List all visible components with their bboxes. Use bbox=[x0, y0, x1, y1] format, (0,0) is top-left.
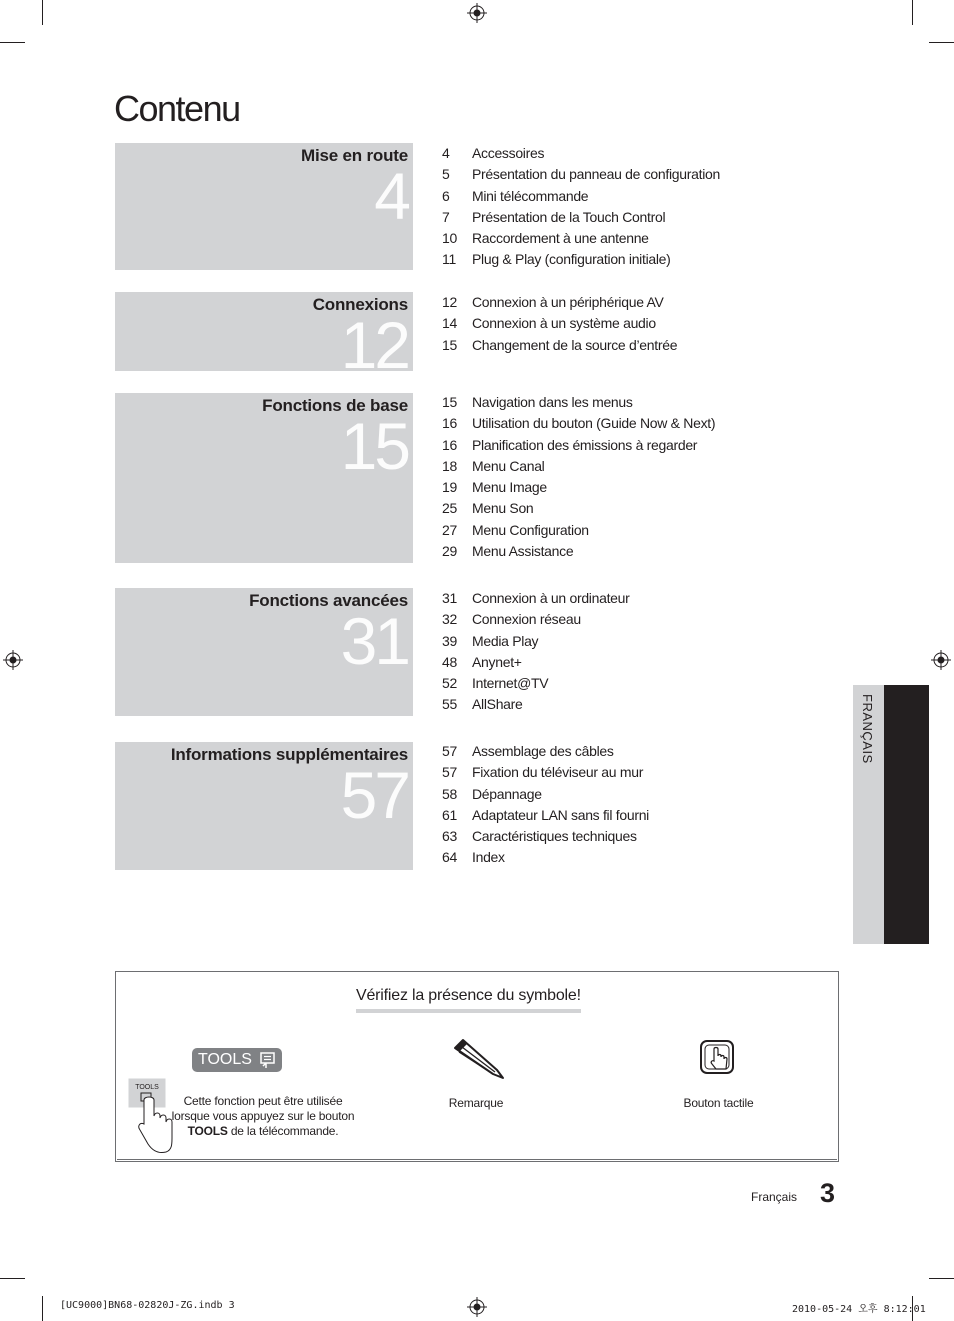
toc-entry[interactable] bbox=[442, 164, 822, 185]
crop-mark bbox=[42, 0, 43, 25]
section-number: 4 bbox=[374, 159, 408, 233]
tools-caption-line bbox=[168, 1124, 358, 1139]
toc-entry[interactable] bbox=[442, 392, 822, 413]
toc-page-number: 29 bbox=[442, 543, 457, 560]
toc-page-number: 63 bbox=[442, 828, 457, 845]
toc-entry[interactable] bbox=[442, 456, 822, 477]
toc-page-number: 64 bbox=[442, 849, 457, 866]
side-tab-black bbox=[884, 685, 929, 944]
toc-page-number: 4 bbox=[442, 145, 450, 161]
toc-entry-label: Présentation du panneau de configuration bbox=[472, 166, 720, 183]
toc-page-number: 39 bbox=[442, 632, 457, 649]
tools-badge bbox=[192, 1048, 282, 1072]
toc-page-number: 58 bbox=[442, 785, 457, 802]
tools-icon bbox=[259, 1051, 277, 1069]
registration-mark-icon bbox=[3, 650, 23, 670]
toc-page-number: 31 bbox=[442, 590, 457, 606]
toc-list-mise-en-route bbox=[442, 143, 822, 271]
toc-entry-label: Mini télécommande bbox=[472, 187, 589, 204]
toc-page-number: 16 bbox=[442, 436, 457, 453]
crop-mark bbox=[0, 1278, 25, 1279]
box-inner-line bbox=[117, 1159, 837, 1160]
toc-page-number: 52 bbox=[442, 675, 457, 692]
toc-entry[interactable] bbox=[442, 762, 822, 783]
toc-page-number: 7 bbox=[442, 208, 450, 225]
section-box-connexions[interactable] bbox=[115, 292, 413, 371]
toc-page-number: 61 bbox=[442, 806, 457, 823]
toc-page-number: 11 bbox=[442, 251, 456, 268]
section-box-fonctions-de-base[interactable] bbox=[115, 393, 413, 563]
toc-entry-label: Adaptateur LAN sans fil fourni bbox=[472, 806, 649, 823]
toc-entry-label: Anynet+ bbox=[472, 653, 522, 670]
toc-entry-label: Caractéristiques techniques bbox=[472, 828, 637, 845]
toc-entry-label: Assemblage des câbles bbox=[472, 743, 614, 759]
toc-entry-label: Planification des émissions à regarder bbox=[472, 436, 698, 453]
toc-page-number: 57 bbox=[442, 743, 457, 759]
toc-page-number: 57 bbox=[442, 764, 457, 781]
tools-caption-bold: TOOLS bbox=[187, 1124, 228, 1138]
toc-entry-label: Présentation de la Touch Control bbox=[472, 208, 666, 225]
toc-entry[interactable] bbox=[442, 673, 822, 694]
print-slug-left: [UC9000]BN68-02820J-ZG.indb 3 bbox=[60, 1300, 235, 1311]
toc-page-number: 25 bbox=[442, 500, 457, 517]
section-box-informations-supplementaires[interactable] bbox=[115, 742, 413, 870]
toc-entry-label: Connexion à un système audio bbox=[472, 315, 656, 332]
toc-entry[interactable] bbox=[442, 541, 822, 562]
side-tab-label: FRANÇAIS bbox=[860, 694, 875, 764]
toc-entry[interactable] bbox=[442, 741, 822, 762]
toc-entry[interactable] bbox=[442, 413, 822, 434]
toc-page-number: 10 bbox=[442, 230, 457, 247]
registration-mark-icon bbox=[467, 1297, 487, 1317]
section-title: Informations supplémentaires bbox=[170, 745, 408, 764]
section-box-mise-en-route[interactable] bbox=[115, 143, 413, 270]
toc-entry-label: Connexion à un ordinateur bbox=[472, 590, 630, 606]
toc-entry-label: Connexion réseau bbox=[472, 611, 581, 628]
toc-entry[interactable] bbox=[442, 249, 822, 270]
toc-entry[interactable] bbox=[442, 498, 822, 519]
tools-badge-label: TOOLS bbox=[198, 1051, 252, 1068]
toc-entry-label: Dépannage bbox=[472, 785, 542, 802]
touch-button-icon bbox=[699, 1039, 735, 1075]
section-box-fonctions-avancees[interactable] bbox=[115, 588, 413, 716]
toc-list-informations-supplementaires bbox=[442, 741, 822, 869]
section-number: 12 bbox=[340, 308, 408, 371]
toc-entry-label: Navigation dans les menus bbox=[472, 394, 633, 410]
toc-entry[interactable] bbox=[442, 292, 822, 313]
footer-language: Français bbox=[751, 1190, 798, 1204]
section-title: Fonctions avancées bbox=[249, 591, 408, 610]
toc-entry[interactable] bbox=[442, 805, 822, 826]
crop-mark bbox=[929, 42, 954, 43]
toc-page-number: 12 bbox=[442, 294, 457, 310]
page-title: Contenu bbox=[114, 88, 240, 129]
crop-mark bbox=[0, 42, 25, 43]
toc-page-number: 55 bbox=[442, 696, 457, 713]
toc-entry[interactable] bbox=[442, 520, 822, 541]
toc-entry-label: Menu Image bbox=[472, 479, 547, 496]
toc-entry[interactable] bbox=[442, 784, 822, 805]
section-number: 15 bbox=[340, 409, 408, 483]
crop-mark bbox=[912, 0, 913, 25]
toc-page-number: 15 bbox=[442, 394, 457, 410]
tools-caption bbox=[168, 1094, 358, 1139]
toc-page-number: 6 bbox=[442, 187, 450, 204]
pencil-icon bbox=[449, 1036, 507, 1080]
toc-entry-label: Accessoires bbox=[472, 145, 545, 161]
crop-mark bbox=[42, 1296, 43, 1321]
toc-entry-label: Internet@TV bbox=[472, 675, 549, 692]
toc-page-number: 27 bbox=[442, 521, 457, 538]
toc-entry[interactable] bbox=[442, 588, 822, 609]
tools-caption-line: lorsque vous appuyez sur le bouton bbox=[171, 1109, 355, 1123]
toc-entry[interactable] bbox=[442, 313, 822, 334]
remark-caption: Remarque bbox=[448, 1096, 504, 1110]
toc-entry[interactable] bbox=[442, 335, 822, 356]
toc-entry[interactable] bbox=[442, 207, 822, 228]
toc-page-number: 15 bbox=[442, 336, 457, 353]
touch-caption: Bouton tactile bbox=[683, 1096, 754, 1110]
toc-entry-label: Index bbox=[472, 849, 505, 866]
symbol-legend-title: Vérifiez la présence du symbole! bbox=[356, 987, 581, 1013]
tools-caption-line: Cette fonction peut être utilisée bbox=[183, 1094, 343, 1108]
registration-mark-icon bbox=[931, 650, 951, 670]
toc-page-number: 18 bbox=[442, 457, 457, 474]
toc-entry-label: Changement de la source d’entrée bbox=[472, 336, 678, 353]
section-title: Connexions bbox=[312, 295, 408, 314]
toc-entry-label: Menu Assistance bbox=[472, 543, 574, 560]
toc-entry-label: Media Play bbox=[472, 632, 539, 649]
hand-tools-label: TOOLS bbox=[135, 1084, 159, 1091]
print-slug-right: 2010-05-24 오후 8:12:01 bbox=[792, 1304, 926, 1315]
toc-entry[interactable] bbox=[442, 652, 822, 673]
toc-page-number: 14 bbox=[442, 315, 457, 332]
toc-list-fonctions-avancees bbox=[442, 588, 822, 716]
section-title: Fonctions de base bbox=[262, 396, 408, 415]
section-number: 57 bbox=[340, 758, 408, 832]
toc-entry[interactable] bbox=[442, 847, 822, 868]
section-title: Mise en route bbox=[301, 146, 408, 165]
toc-entry-label: Connexion à un périphérique AV bbox=[472, 294, 664, 310]
toc-entry-label: Utilisation du bouton (Guide Now & Next) bbox=[472, 415, 716, 432]
toc-page-number: 48 bbox=[442, 653, 457, 670]
toc-entry[interactable] bbox=[442, 694, 822, 715]
toc-entry[interactable] bbox=[442, 186, 822, 207]
footer-page-number: 3 bbox=[820, 1178, 836, 1208]
toc-entry[interactable] bbox=[442, 631, 822, 652]
toc-entry-label: Plug & Play (configuration initiale) bbox=[472, 251, 671, 268]
toc-entry[interactable] bbox=[442, 228, 822, 249]
toc-page-number: 5 bbox=[442, 166, 450, 183]
tools-caption-end: de la télécommande. bbox=[227, 1124, 339, 1138]
toc-entry[interactable] bbox=[442, 435, 822, 456]
toc-entry-label: Menu Canal bbox=[472, 457, 545, 474]
toc-entry-label: Menu Son bbox=[472, 500, 534, 517]
toc-entry[interactable] bbox=[442, 609, 822, 630]
toc-page-number: 16 bbox=[442, 415, 457, 432]
toc-page-number: 32 bbox=[442, 611, 457, 628]
toc-page-number: 19 bbox=[442, 479, 457, 496]
toc-entry-label: Menu Configuration bbox=[472, 521, 589, 538]
section-number: 31 bbox=[340, 604, 408, 678]
toc-entry[interactable] bbox=[442, 143, 822, 164]
toc-entry-label: Raccordement à une antenne bbox=[472, 230, 649, 247]
toc-entry[interactable] bbox=[442, 477, 822, 498]
crop-mark bbox=[929, 1278, 954, 1279]
registration-mark-icon bbox=[467, 3, 487, 23]
toc-list-fonctions-de-base bbox=[442, 392, 822, 562]
symbol-legend-box bbox=[115, 971, 839, 1162]
toc-entry-label: AllShare bbox=[472, 696, 523, 713]
toc-entry-label: Fixation du téléviseur au mur bbox=[472, 764, 644, 781]
toc-entry[interactable] bbox=[442, 826, 822, 847]
toc-list-connexions bbox=[442, 292, 822, 356]
